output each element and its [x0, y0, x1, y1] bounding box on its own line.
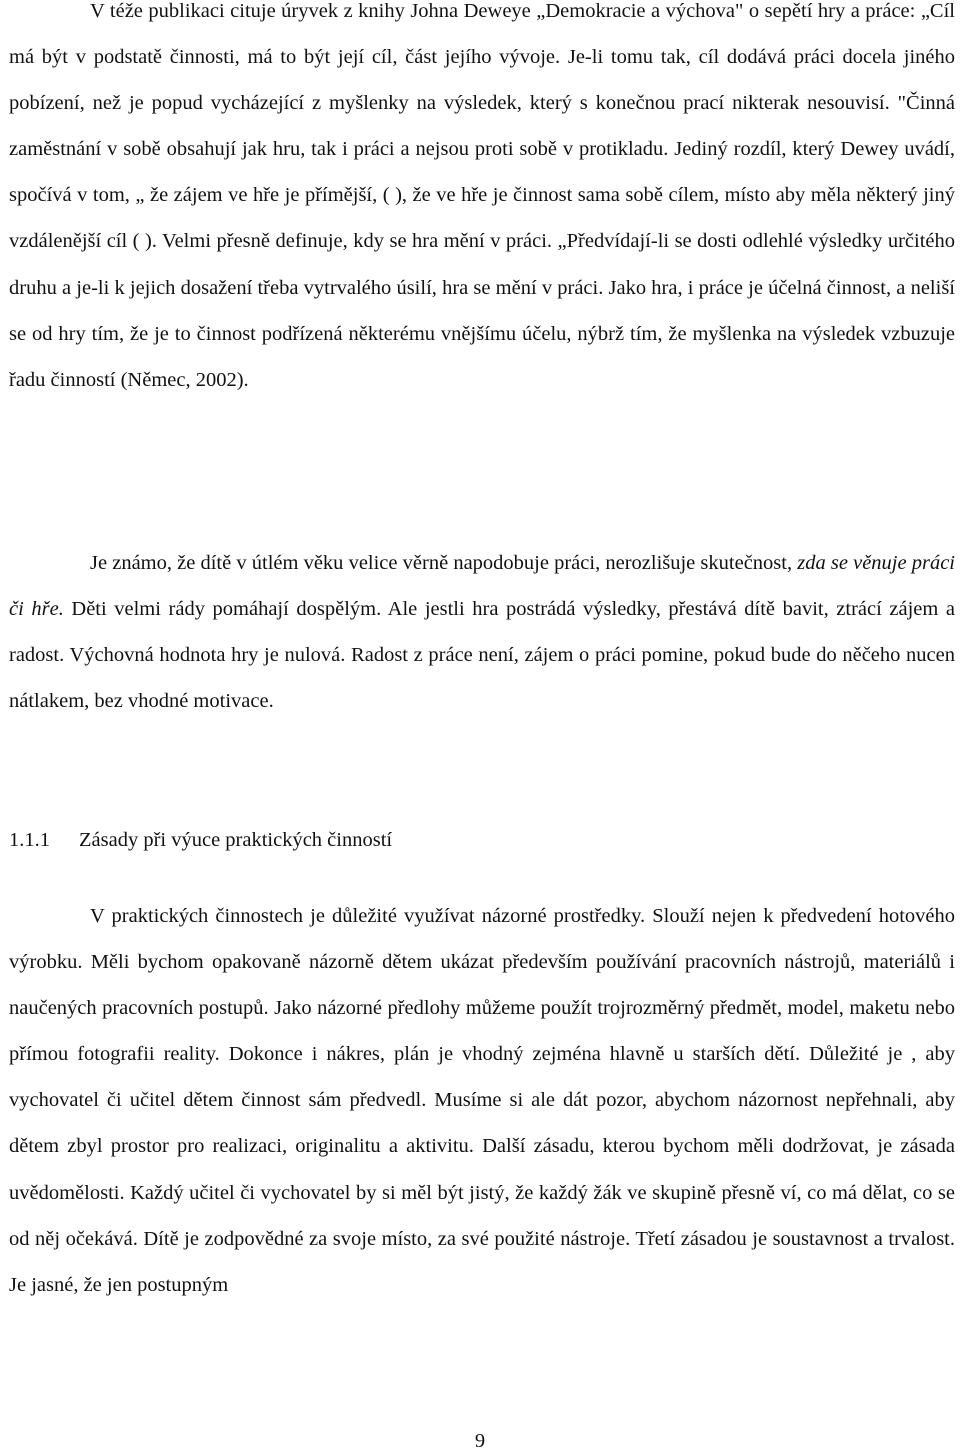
paragraph-text: Je známo, že dítě v útlém věku velice věrně napodobuje práci, nerozlišuje skutečnost,	[90, 552, 798, 574]
paragraph-text: Děti velmi rády pomáhají dospělým. Ale jestli hra postrádá výsledky, přestává dítě bavit, ztrácí zájem a radost. Výchovná hodnota hry je nulová. Radost z práce není, zájem o práci pomine, pokud bude do něčeho nucen nátlakem, bez vhodné motivace.	[9, 598, 955, 713]
paragraph-italic-text: zda se věnuje práci či hře.	[9, 552, 955, 621]
paragraph-principles: V praktických činnostech je důležité využívat názorné prostředky. Slouží nejen k předvedení hotového výrobku. Měli bychom opakovaně názorně dětem ukázat především používání pracovních nástrojů, materiálů i naučených pracovních postupů. Jako názorné předlohy můžeme použít trojrozměrný předmět, model, maketu nebo přímou fotografii reality. Dokonce i nákres, plán je vhodný zejména hlavně u starších dětí. Důležité je , aby vychovatel či učitel dětem činnost sám předvedl. Musíme si ale dát pozor, abychom názornost nepřehnali, aby dětem zbyl prostor pro realizaci, originalitu a aktivitu. Další zásadu, kterou bychom měli dodržovat, je zásada uvědomělosti. Každý učitel či vychovatel by si měl být jistý, že každý žák ve skupině přesně ví, co má dělat, co se od něj očekává. Dítě je zodpovědné za svoje místo, za své použité nástroje. Třetí zásadou je soustavnost a trvalost. Je jasné, že jen postupným	[9, 905, 955, 1296]
paragraph-dewey-quote: V téže publikaci cituje úryvek z knihy Johna Deweye „Demokracie a výchova" o sepětí hry a práce: „Cíl má být v podstatě činnosti, má to být její cíl, část jejího vývoje. Je-li tomu tak, cíl dodává práci docela jiného pobízení, než je popud vycházející z myšlenky na výsledek, který s konečnou prací nikterak nesouvisí. "Činná zaměstnání v sobě obsahují jak hru, tak i práci a nejsou proti sobě v protikladu. Jediný rozdíl, který Dewey uvádí, spočívá v tom, „ že zájem ve hře je přímější, ( ), že ve hře je činnost sama sobě cílem, místo aby měla některý jiný vzdálenější cíl ( ). Velmi přesně definuje, kdy se hra mění v práci. „Předvídají-li se dosti odlehlé výsledky určitého druhu a je-li k jejich dosažení třeba vytrvalého úsilí, hra se mění v práci. Jako hra, i práce je účelná činnost, a neliší se od hry tím, že je to činnost podřízená některému vnějšímu účelu, nýbrž tím, že myšlenka na výsledek vzbuzuje řadu činností (Němec, 2002).	[9, 0, 955, 391]
section-title: Zásady při výuce praktických činností	[79, 829, 393, 851]
paragraph-child-imitation	[9, 540, 955, 724]
page-number: 9	[474, 1430, 486, 1452]
section-heading	[9, 825, 392, 855]
section-number: 1.1.1	[9, 829, 50, 851]
